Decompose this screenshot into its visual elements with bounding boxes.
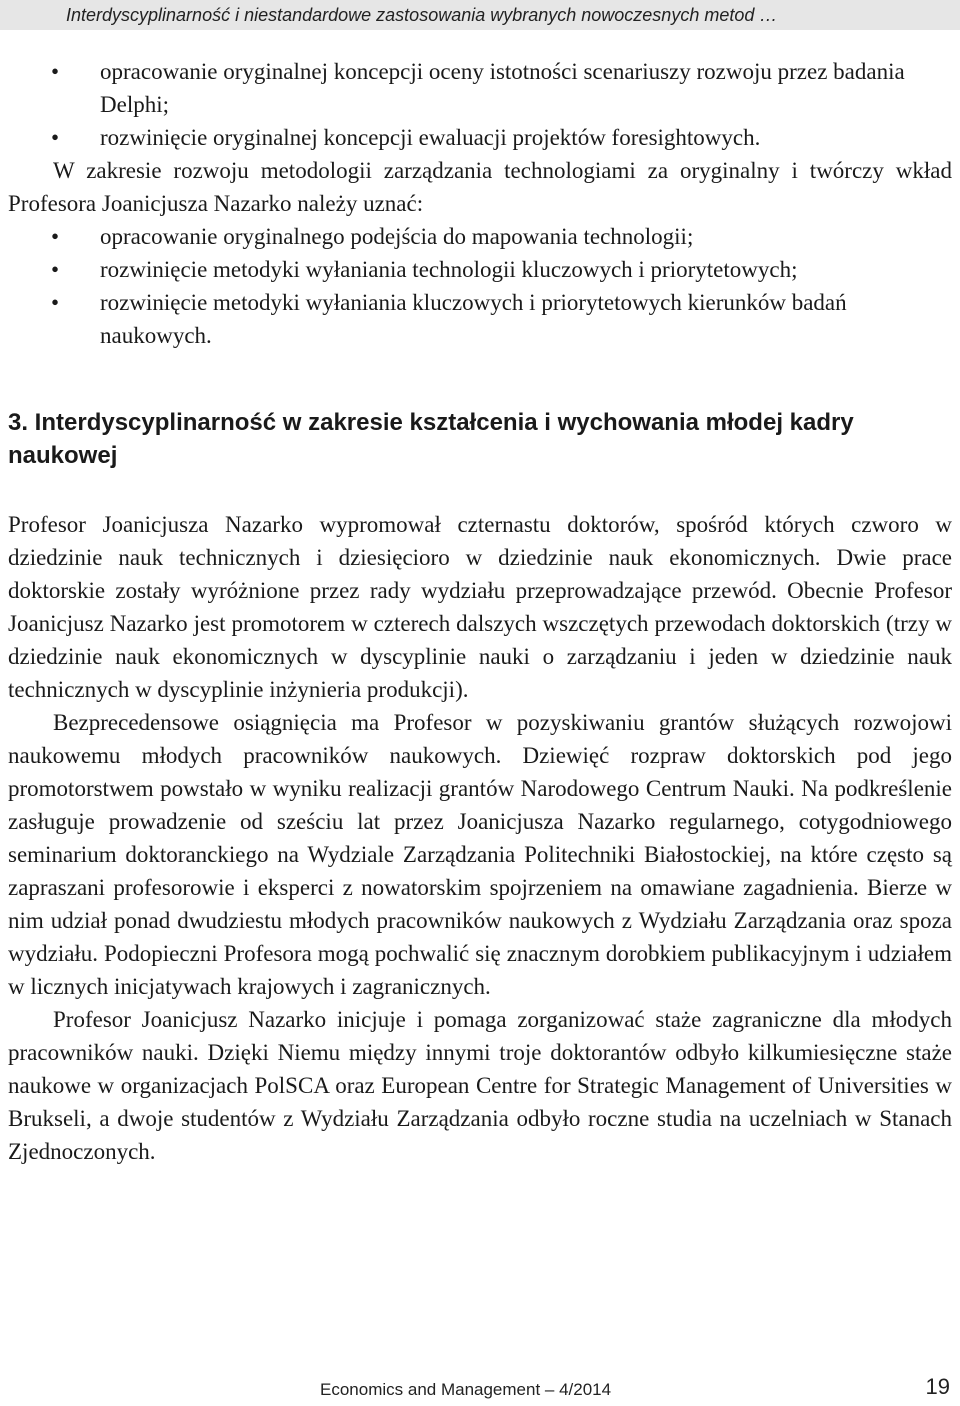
paragraph-grants: Bezprecedensowe osiągnięcia ma Profesor w pozyskiwaniu grantów służących rozwojowi naukowemu młodych pracowników naukowych. Dziewięć rozpraw doktorskich pod jego promotorstwem powstało w wyniku realizacji grantów Narodowego Centrum Nauki. Na podkreślenie zasługuje prowadzenie od sześciu lat przez Joanicjusza Nazarko regularnego, cotygodniowego seminarium doktoranckiego na Wydziale Zarządzania Politechniki Białostockiej, na które często są zapraszani profesorowie i eksperci z nowatorskim spojrzeniem na omawiane zagadnienia. Bierze w nim udział ponad dwudziestu młodych pracowników naukowych z Wydziału Zarządzania oraz spoza wydziału. Podopieczni Profesora mogą pochwalić się znacznym dorobkiem publikacyjnym i udziałem w licznych inicjatywach krajowych i zagranicznych. bbox=[8, 710, 952, 999]
bullet-list-technology bbox=[8, 220, 952, 352]
list-item bbox=[8, 121, 952, 154]
bullet-icon: • bbox=[51, 290, 60, 315]
bullet-icon: • bbox=[51, 224, 60, 249]
list-item bbox=[8, 55, 952, 121]
list-item-text: opracowanie oryginalnego podejścia do mapowania technologii; bbox=[100, 224, 694, 249]
paragraph-doctoral-students: Profesor Joanicjusza Nazarko wypromował czternastu doktorów, spośród których czworo w dziedzinie nauk technicznych i dziesięcioro w dziedzinie nauk ekonomicznych. Dwie prace doktorskie zostały wyróżnione przez rady wydziału przeprowadzające przewód. Obecnie Profesor Joanicjusz Nazarko jest promotorem w czterech dalszych wszczętych przewodach doktorskich (trzy w dziedzinie nauk ekonomicznych w dyscyplinie nauki o zarządzaniu i jeden w dziedzinie nauk technicznych w dyscyplinie inżynieria produkcji). bbox=[8, 512, 952, 702]
list-item-text: rozwinięcie metodyki wyłaniania technologii kluczowych i priorytetowych; bbox=[100, 257, 798, 282]
page-content bbox=[8, 55, 952, 1168]
running-title: Interdyscyplinarność i niestandardowe zastosowania wybranych nowoczesnych metod … bbox=[66, 5, 778, 25]
list-item bbox=[8, 286, 952, 352]
list-item-text: rozwinięcie metodyki wyłaniania kluczowych i priorytetowych kierunków badań naukowych. bbox=[100, 290, 847, 348]
page-number: 19 bbox=[925, 1374, 950, 1399]
paragraph-technology-management: W zakresie rozwoju metodologii zarządzania technologiami za oryginalny i twórczy wkład Profesora Joanicjusza Nazarko należy uznać: bbox=[8, 158, 952, 216]
bullet-icon: • bbox=[51, 125, 60, 150]
running-header bbox=[0, 0, 960, 30]
paragraph-internships: Profesor Joanicjusz Nazarko inicjuje i pomaga zorganizować staże zagraniczne dla młodych pracowników nauki. Dzięki Niemu między innymi troje doktorantów odbyło kilkumiesięczne staże naukowe w organizacjach PolSCA oraz European Centre for Strategic Management of Universities w Brukseli, a dwoje studentów z Wydziału Zarządzania odbyło roczne studia na uczelniach w Stanach Zjednoczonych. bbox=[8, 1007, 952, 1164]
bullet-list-delphi bbox=[8, 55, 952, 154]
list-item-text: rozwinięcie oryginalnej koncepcji ewaluacji projektów foresightowych. bbox=[100, 125, 761, 150]
bullet-icon: • bbox=[51, 59, 60, 84]
journal-name: Economics and Management – 4/2014 bbox=[320, 1380, 612, 1399]
bullet-icon: • bbox=[51, 257, 60, 282]
section-heading: 3. Interdyscyplinarność w zakresie kształcenia i wychowania młodej kadry naukowej bbox=[8, 409, 854, 469]
list-item-text: opracowanie oryginalnej koncepcji oceny istotności scenariuszy rozwoju przez badania Delphi; bbox=[100, 59, 905, 117]
list-item bbox=[8, 253, 952, 286]
list-item bbox=[8, 220, 952, 253]
page-footer bbox=[0, 1376, 960, 1406]
